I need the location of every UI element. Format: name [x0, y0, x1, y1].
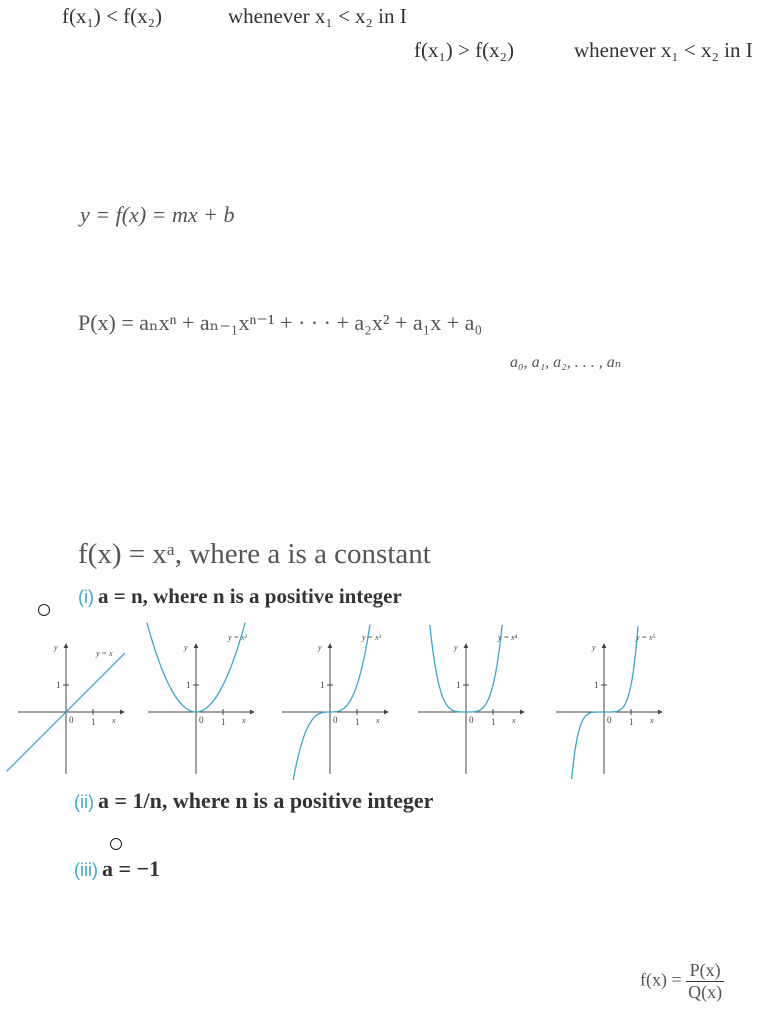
- y-axis-label: y: [54, 643, 58, 652]
- curve-label-4: y = x⁴: [498, 633, 518, 642]
- origin-label: 0: [469, 715, 474, 725]
- origin-label: 0: [333, 715, 338, 725]
- case-iii-label: (iii): [74, 860, 98, 880]
- rational-denominator: Q(x): [688, 982, 723, 1002]
- linear-equation: y = f(x) = mx + b: [80, 202, 235, 227]
- polynomial-equation: P(x) = aₙxⁿ + aₙ₋₁xⁿ⁻¹ + · · · + a₂x² + a₁x + a₀: [78, 310, 483, 335]
- case-iii-text: a = −1: [102, 856, 161, 881]
- origin-label: 0: [69, 715, 74, 725]
- rational-fraction: [686, 960, 724, 1003]
- y-axis-label: y: [454, 643, 458, 652]
- y-axis-label: y: [184, 643, 188, 652]
- x-tick-label: 1: [491, 717, 496, 727]
- decreasing-inequality: f(x₁) > f(x₂): [414, 38, 514, 62]
- curve-label-2: y = x²: [228, 633, 247, 642]
- bullet-circle-1: [38, 604, 50, 616]
- case-ii-label: (ii): [74, 792, 94, 812]
- y-axis-label: y: [592, 643, 596, 652]
- x-tick-label: 1: [355, 717, 360, 727]
- case-ii: [74, 788, 433, 814]
- curve-label-3: y = x³: [362, 633, 381, 642]
- x-axis-label: x: [242, 716, 246, 725]
- x-axis-label: x: [376, 716, 380, 725]
- polynomial-coefficients: a₀, a₁, a₂, . . . , aₙ: [510, 354, 622, 371]
- decreasing-condition: whenever x₁ < x₂ in I: [574, 38, 753, 62]
- curve-5: [572, 626, 638, 779]
- origin-label: 0: [199, 715, 204, 725]
- rational-lhs: f(x) =: [640, 969, 682, 990]
- increasing-inequality: f(x₁) < f(x₂): [62, 4, 162, 28]
- y-axis-label: y: [318, 643, 322, 652]
- case-i: [78, 584, 402, 609]
- case-i-label: (i): [78, 587, 94, 607]
- bullet-circle-2: [110, 838, 122, 850]
- y-tick-label: 1: [594, 680, 599, 690]
- power-graphs: [0, 620, 771, 780]
- origin-label: 0: [607, 715, 612, 725]
- x-tick-label: 1: [91, 717, 96, 727]
- x-axis-label: x: [512, 716, 516, 725]
- x-axis-label: x: [650, 716, 654, 725]
- y-tick-label: 1: [56, 680, 61, 690]
- case-iii: [74, 856, 160, 882]
- y-tick-label: 1: [456, 680, 461, 690]
- y-tick-label: 1: [186, 680, 191, 690]
- x-axis-label: x: [112, 716, 116, 725]
- rational-numerator: P(x): [686, 960, 724, 982]
- curve-label-5: y = x⁵: [636, 633, 656, 642]
- y-tick-label: 1: [320, 680, 325, 690]
- curve-3: [293, 625, 370, 780]
- power-function-heading: f(x) = xᵃ, where a is a constant: [78, 538, 431, 570]
- increasing-condition: whenever x₁ < x₂ in I: [228, 4, 407, 28]
- case-ii-text: a = 1/n, where n is a positive integer: [98, 788, 434, 813]
- rational-function: [640, 960, 724, 1003]
- curve-label-1: y = x: [96, 649, 113, 658]
- x-tick-label: 1: [629, 717, 634, 727]
- x-tick-label: 1: [221, 717, 226, 727]
- case-i-text: a = n, where n is a positive integer: [98, 584, 402, 608]
